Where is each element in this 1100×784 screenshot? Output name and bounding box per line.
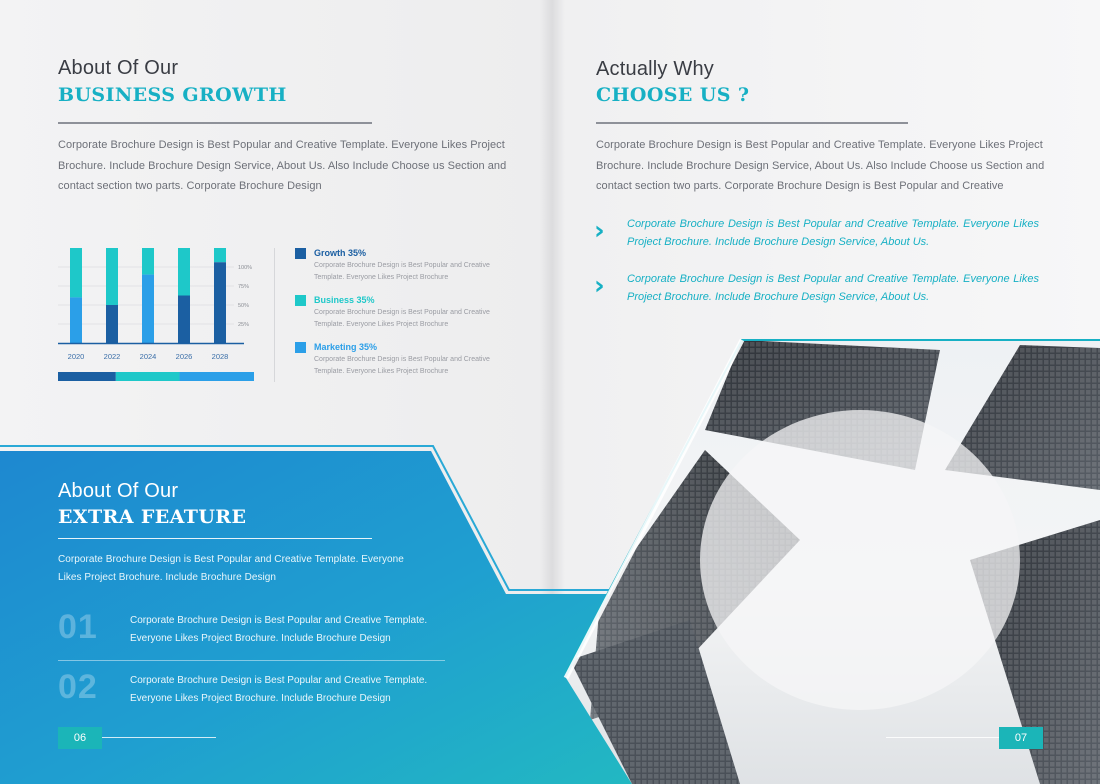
reason-text-2: Corporate Brochure Design is Best Popular and Creative Template. Everyone Likes Project Brochure. Include Brochure Design Service, About Us. — [627, 273, 1039, 303]
legend-swatch — [295, 342, 306, 353]
reason-text-1: Corporate Brochure Design is Best Popular and Creative Template. Everyone Likes Project Brochure. Include Brochure Design Service, About Us. — [627, 218, 1039, 248]
x-tick-label: 2022 — [103, 352, 121, 361]
chart-footer-bar — [116, 372, 180, 381]
y-tick-label: 25% — [238, 322, 250, 328]
business-title-rule — [58, 122, 372, 124]
legend-description: Corporate Brochure Design is Best Popular and Creative Template. Everyone Likes Project Brochure — [314, 309, 490, 328]
x-tick-label: 2024 — [139, 352, 157, 361]
x-tick-label: 2028 — [211, 352, 229, 361]
business-pretitle: About Of Our — [58, 57, 179, 79]
bar-segment-business — [106, 248, 118, 305]
feature-divider — [58, 660, 445, 661]
legend-swatch — [295, 248, 306, 259]
chevron-right-icon: › — [594, 271, 605, 301]
y-tick-label: 50% — [238, 303, 250, 309]
page-number-right: 07 — [999, 727, 1043, 749]
bar-segment-business — [142, 248, 154, 275]
chart-legend-divider — [274, 248, 275, 382]
bar-segment-business — [70, 248, 82, 297]
bar-segment-business — [214, 248, 226, 262]
bar-segment-business — [178, 248, 190, 296]
x-tick-label: 2020 — [67, 352, 85, 361]
legend-swatch — [295, 295, 306, 306]
choose-title: CHOOSE US ? — [596, 84, 750, 106]
legend-description: Corporate Brochure Design is Best Popular and Creative Template. Everyone Likes Project Brochure — [314, 262, 490, 281]
page-number-left-rule — [102, 737, 216, 738]
bar-segment-marketing — [70, 297, 82, 343]
growth-bar-chart — [58, 240, 268, 390]
page-number-left: 06 — [58, 727, 102, 749]
choose-title-rule — [596, 122, 908, 124]
legend-title: Growth 35% — [314, 248, 367, 258]
chart-footer-bar — [58, 372, 116, 381]
legend-title: Marketing 35% — [314, 342, 378, 352]
y-tick-label: 75% — [238, 284, 250, 290]
business-paragraph: Corporate Brochure Design is Best Popular and Creative Template. Everyone Likes Project Brochure. Include Brochure Design Service, About Us. Also Include Choose us Section and contact section two parts. Corporate Brochure Design — [58, 139, 507, 192]
legend-description: Corporate Brochure Design is Best Popular and Creative Template. Everyone Likes Project Brochure — [314, 356, 490, 375]
bar-segment-growth — [178, 296, 190, 344]
extra-title-rule — [58, 538, 372, 539]
extra-paragraph: Corporate Brochure Design is Best Popular and Creative Template. Everyone Likes Project Brochure. Include Brochure Design — [58, 554, 404, 583]
chevron-right-icon: › — [594, 216, 605, 246]
feature-text-01: Corporate Brochure Design is Best Popular and Creative Template. Everyone Likes Project Brochure. Include Brochure Design — [130, 615, 428, 644]
bar-segment-marketing — [142, 275, 154, 343]
choose-paragraph: Corporate Brochure Design is Best Popular and Creative Template. Everyone Likes Project Brochure. Include Brochure Design Service, About Us. Also Include Choose us Section and contact section two parts. Corporate Brochure Design is Best Popular and Creative — [596, 139, 1045, 192]
business-title: BUSINESS GROWTH — [58, 84, 287, 106]
extra-pretitle: About Of Our — [58, 480, 179, 502]
y-tick-label: 100% — [238, 265, 253, 271]
legend-title: Business 35% — [314, 295, 375, 305]
feature-number-01: 01 — [58, 608, 98, 646]
bar-segment-growth — [214, 262, 226, 343]
feature-text-02: Corporate Brochure Design is Best Popular and Creative Template. Everyone Likes Project Brochure. Include Brochure Design — [130, 675, 428, 704]
x-tick-label: 2026 — [175, 352, 193, 361]
feature-number-02: 02 — [58, 668, 98, 706]
skyscrapers-photo — [560, 340, 1100, 784]
bar-segment-growth — [106, 305, 118, 343]
extra-title: EXTRA FEATURE — [58, 506, 247, 528]
page-number-right-rule — [886, 737, 999, 738]
chart-footer-bar — [180, 372, 254, 381]
choose-pretitle: Actually Why — [596, 58, 714, 80]
